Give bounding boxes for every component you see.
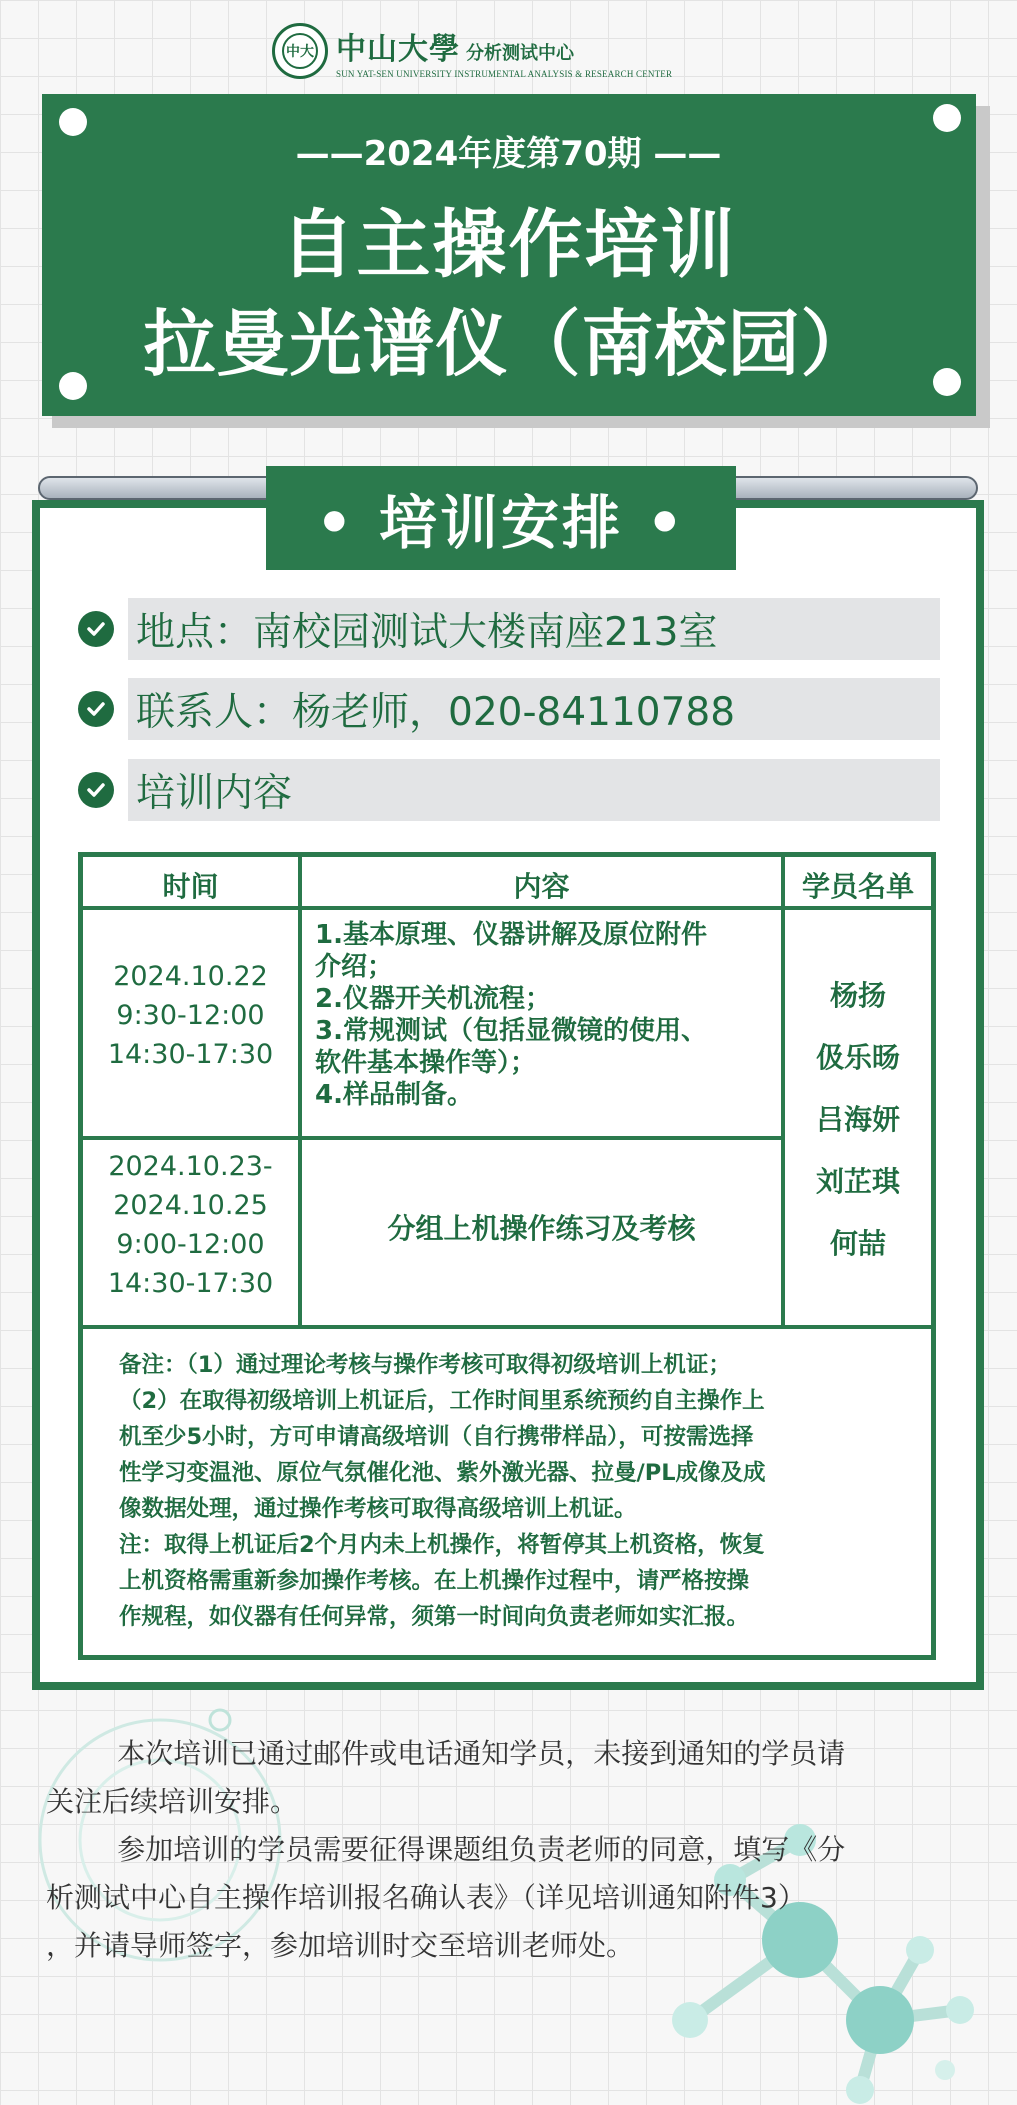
contact-row — [78, 678, 940, 740]
contact-text: 联系人：杨老师，020-84110788 — [128, 678, 940, 740]
check-icon — [78, 611, 114, 647]
student-name: 何喆 — [829, 1227, 886, 1260]
title-line-2: 拉曼光谱仪（南校园） — [143, 302, 874, 386]
center-name: 分析测试中心 — [466, 42, 574, 64]
university-name: 中山大學 — [336, 31, 460, 67]
period-label: ——2024年度第70期 —— — [295, 134, 722, 174]
university-emblem — [272, 23, 328, 79]
center-english-name: SUN YAT-SEN UNIVERSITY INSTRUMENTAL ANALYSIS & RESEARCH CENTER — [336, 68, 673, 79]
table-divider — [83, 906, 931, 910]
notes: 备注：（1）通过理论考核与操作考核可取得初级培训上机证； （2）在取得初级培训上机证后，工作时间里系统预约自主操作上 机至少5小时，方可申请高级培训（自行携带样品），可按需选择 性学习变温池、原位气氛催化池、紫外激光器、拉曼/PL成像及成 像数据处理，通过操作考核可取得高级培训上机证。 注：取得上机证后2个月内未上机操作，将暂停其上机资格，恢复 上机资格需重新参加操作考核。在上机操作过程中，请严格按操 作规程，如仪器有任何异常，须第一时间向负责老师如实汇报。 — [119, 1352, 766, 1630]
table-divider — [83, 1136, 785, 1140]
title-line-1: 自主操作培训 — [280, 202, 737, 288]
table-divider — [298, 857, 302, 1329]
content-heading: 培训内容 — [128, 759, 940, 821]
student-name: 吕海妍 — [815, 1103, 900, 1136]
row1-content: 1.基本原理、仪器讲解及原位附件 介绍； 2.仪器开关机流程； 3.常规测试（包括显微镜的使用、 软件基本操作等）； 4.样品制备。 — [315, 920, 707, 1110]
check-icon — [78, 772, 114, 808]
row1-time: 2024.10.22 9:30-12:00 14:30-17:30 — [107, 961, 274, 1070]
notice-paragraph-2: 参加培训的学员需要征得课题组负责老师的同意，填写《分 析测试中心自主操作培训报名确认表》（详见培训通知附件3） ，并请导师签字，参加培训时交至培训老师处。 — [46, 1833, 846, 1962]
check-icon — [78, 691, 114, 727]
location-row — [78, 598, 940, 660]
content-heading-row — [78, 759, 940, 821]
row2-content: 分组上机操作练习及考核 — [387, 1212, 696, 1245]
emblem-text: 中大 — [282, 33, 318, 69]
table-divider — [83, 1325, 931, 1329]
student-name: 杨扬 — [829, 979, 886, 1012]
university-logo — [272, 22, 742, 80]
schedule-table — [78, 852, 936, 1660]
student-name: 刘芷琪 — [815, 1165, 900, 1198]
header-content: 内容 — [513, 870, 570, 903]
student-list — [785, 965, 931, 1275]
header-students: 学员名单 — [801, 870, 914, 903]
notice-paragraph-1: 本次培训已通过邮件或电话通知学员，未接到通知的学员请 关注后续培训安排。 — [46, 1737, 846, 1818]
student-name: 伋乐旸 — [815, 1041, 900, 1074]
header-time: 时间 — [162, 870, 219, 903]
section-heading: • 培训安排 • — [266, 466, 736, 570]
location-text: 地点：南校园测试大楼南座213室 — [128, 598, 940, 660]
row2-time: 2024.10.23- 2024.10.25 9:00-12:00 14:30-17:30 — [107, 1151, 274, 1299]
logo-text — [336, 24, 672, 79]
